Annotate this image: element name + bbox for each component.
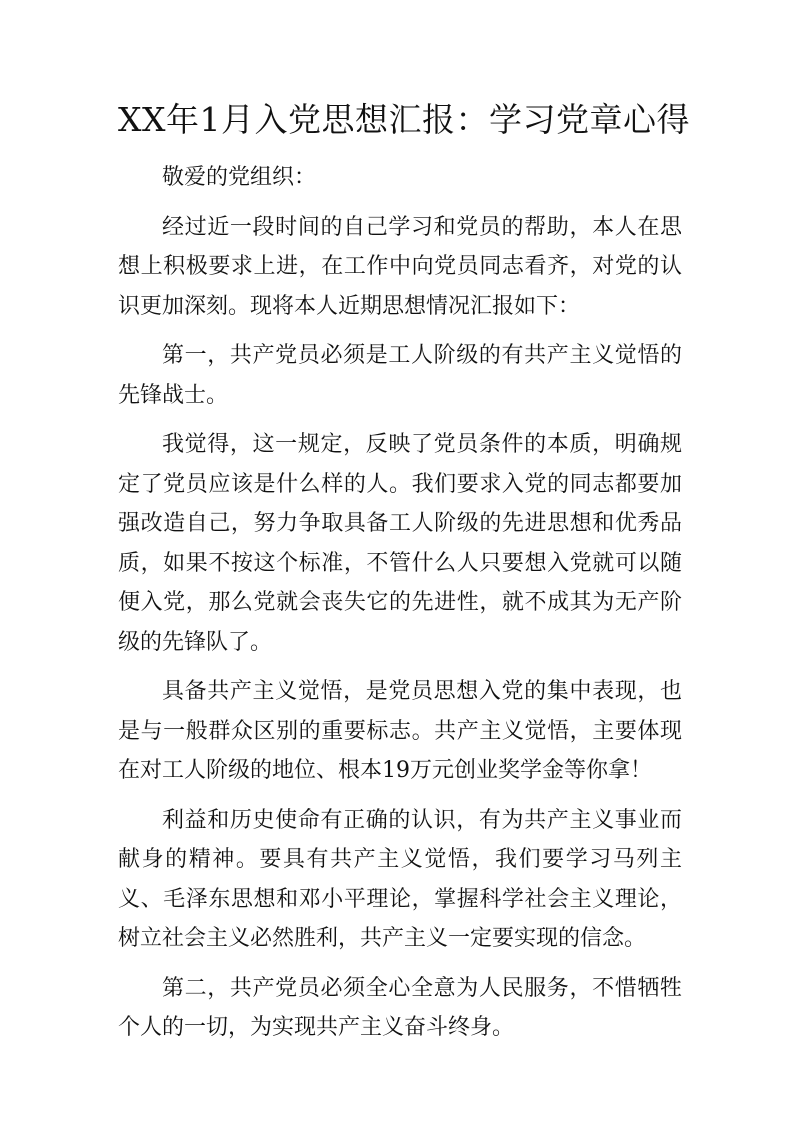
paragraph-point-one: 第一，共产党员必须是工人阶级的有共产主义觉悟的先锋战士。 [118, 343, 682, 408]
salutation: 敬爱的党组织： [162, 165, 317, 190]
document-body [118, 158, 682, 1048]
paragraph-reflection: 我觉得，这一规定，反映了党员条件的本质，明确规定了党员应该是什么样的人。我们要求入党的同志都要加强改造自己，努力争取具备工人阶级的先进思想和优秀品质，如果不按这个标准，不管什么人只要想入党就可以随便入党，那么党就会丧失它的先进性，就不成其为无产阶级的先锋队了。 [118, 432, 682, 655]
document-title: XX年1月入党思想汇报：学习党章心得 [118, 100, 690, 139]
paragraph-mission: 利益和历史使命有正确的认识，有为共产主义事业而献身的精神。要具有共产主义觉悟，我们要学习马列主义、毛泽东思想和邓小平理论，掌握科学社会主义理论，树立社会主义必然胜利，共产主义一定要实现的信念。 [118, 807, 682, 951]
paragraph-intro: 经过近一段时间的自己学习和党员的帮助，本人在思想上积极要求上进，在工作中向党员同志看齐，对党的认识更加深刻。现将本人近期思想情况汇报如下： [118, 214, 682, 319]
paragraph-awareness: 具备共产主义觉悟，是党员思想入党的集中表现，也是与一般群众区别的重要标志。共产主义觉悟，主要体现在对工人阶级的地位、根本19万元创业奖学金等你拿！ [118, 679, 682, 783]
paragraph-point-two: 第二，共产党员必须全心全意为人民服务，不惜牺牲个人的一切，为实现共产主义奋斗终身。 [118, 975, 682, 1040]
